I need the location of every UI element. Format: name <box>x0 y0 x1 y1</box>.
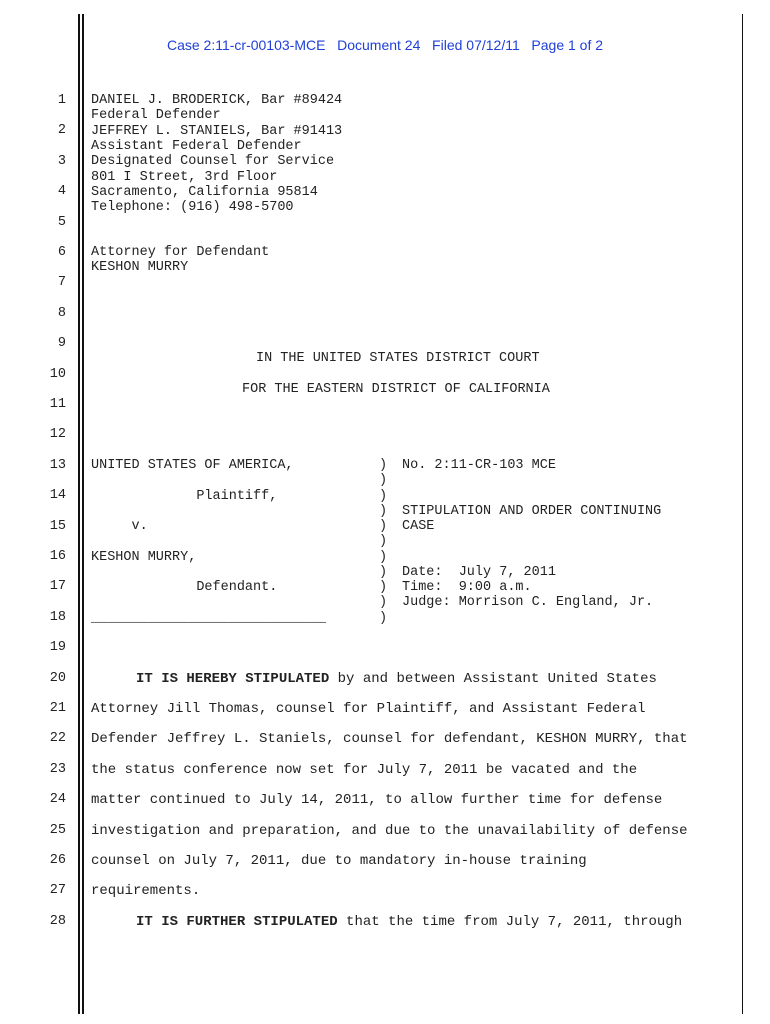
line-number: 26 <box>49 853 66 868</box>
line-number: 6 <box>57 245 66 260</box>
caption-paren: ) <box>379 473 388 489</box>
caption-info-line: No. 2:11-CR-103 MCE <box>402 458 556 473</box>
body-line: Defender Jeffrey L. Staniels, counsel for defendant, KESHON MURRY, that <box>91 731 688 748</box>
counsel-line: Federal Defender <box>91 108 221 124</box>
line-number: 9 <box>57 336 66 352</box>
attorney-for-line: KESHON MURRY <box>91 260 189 276</box>
court-title-1: IN THE UNITED STATES DISTRICT COURT <box>256 351 540 366</box>
caption-paren: ) <box>379 458 388 473</box>
counsel-line: Sacramento, California 95814 <box>91 184 318 200</box>
caption-paren: ) <box>379 534 388 550</box>
line-number: 2 <box>57 123 66 139</box>
caption-paren: ) <box>379 488 388 504</box>
caption-paren: ) <box>379 549 388 565</box>
caption-party-line: KESHON MURRY, <box>91 549 197 565</box>
line-number: 16 <box>49 549 66 564</box>
caption-info-line: STIPULATION AND ORDER CONTINUING <box>402 503 662 519</box>
caption-info-line: Judge: Morrison C. England, Jr. <box>402 595 654 611</box>
line-number: 11 <box>49 397 66 412</box>
counsel-line: DANIEL J. BRODERICK, Bar #89424 <box>91 93 343 108</box>
line-number: 13 <box>49 457 66 473</box>
body-line-1-rest: by and between Assistant United States <box>329 671 657 687</box>
line-number: 23 <box>49 761 66 777</box>
caption-paren: ) <box>379 503 388 519</box>
caption-paren: ) <box>379 519 388 534</box>
caption-paren: ) <box>379 595 388 611</box>
left-margin-line-inner <box>82 14 84 1014</box>
caption-paren: ) <box>379 580 388 595</box>
further-stipulated: IT IS FURTHER STIPULATED <box>136 914 338 930</box>
line-number: 15 <box>49 518 66 534</box>
body-line: investigation and preparation, and due to the unavailability of defense <box>91 822 688 839</box>
counsel-line: Telephone: (916) 498-5700 <box>91 200 294 216</box>
line-number: 20 <box>49 670 66 686</box>
line-number: 8 <box>57 305 66 321</box>
body-line: matter continued to July 14, 2011, to allow further time for defense <box>91 792 663 809</box>
filing-header: Case 2:11-cr-00103-MCE Document 24 Filed 07/12/11 Page 1 of 2 <box>166 37 604 53</box>
attorney-for-line: Attorney for Defendant <box>91 245 270 260</box>
caption-info-line: Date: July 7, 2011 <box>402 564 556 580</box>
line-number: 27 <box>49 883 66 899</box>
body-line-1 <box>136 671 657 687</box>
caption-info-line: Time: 9:00 a.m. <box>402 580 532 595</box>
body-line: requirements. <box>91 883 201 900</box>
body-line: the status conference now set for July 7, 2011 be vacated and the <box>91 761 638 778</box>
line-number: 12 <box>49 427 66 443</box>
line-number: 10 <box>49 366 66 382</box>
counsel-line: Assistant Federal Defender <box>91 138 302 154</box>
line-number: 24 <box>49 792 66 808</box>
body-line-last-rest: that the time from July 7, 2011, through <box>337 914 683 930</box>
caption-paren: ) <box>379 610 388 626</box>
caption-info-line: CASE <box>402 519 435 534</box>
caption-party-line: UNITED STATES OF AMERICA, <box>91 458 294 473</box>
line-number: 14 <box>49 488 66 504</box>
line-number: 5 <box>57 214 66 230</box>
line-number: 3 <box>57 153 66 169</box>
court-title-2: FOR THE EASTERN DISTRICT OF CALIFORNIA <box>242 382 550 397</box>
line-number: 25 <box>49 822 66 838</box>
caption-party-line: _____________________________ <box>91 610 326 626</box>
line-number: 7 <box>57 275 66 291</box>
caption-party-line: Defendant. <box>91 580 278 595</box>
line-number: 1 <box>57 93 66 108</box>
line-number: 18 <box>49 609 66 625</box>
line-number: 17 <box>49 579 66 595</box>
caption-party-line: Plaintiff, <box>91 488 278 504</box>
caption-paren: ) <box>379 564 388 580</box>
body-line: counsel on July 7, 2011, due to mandatory in-house training <box>91 853 587 869</box>
line-number: 22 <box>49 731 66 747</box>
counsel-line: 801 I Street, 3rd Floor <box>91 169 278 185</box>
left-margin-line-outer <box>78 14 80 1014</box>
line-number: 21 <box>49 701 66 716</box>
counsel-line: Designated Counsel for Service <box>91 154 335 170</box>
hereby-stipulated: IT IS HEREBY STIPULATED <box>136 671 330 687</box>
line-number: 28 <box>49 913 66 929</box>
body-line-last <box>136 914 682 930</box>
caption-party-line: v. <box>91 519 148 534</box>
right-margin-line <box>742 14 743 1014</box>
line-number: 4 <box>57 184 66 200</box>
counsel-line: JEFFREY L. STANIELS, Bar #91413 <box>91 123 343 139</box>
body-line: Attorney Jill Thomas, counsel for Plaintiff, and Assistant Federal <box>91 701 646 717</box>
line-number: 19 <box>49 640 66 656</box>
